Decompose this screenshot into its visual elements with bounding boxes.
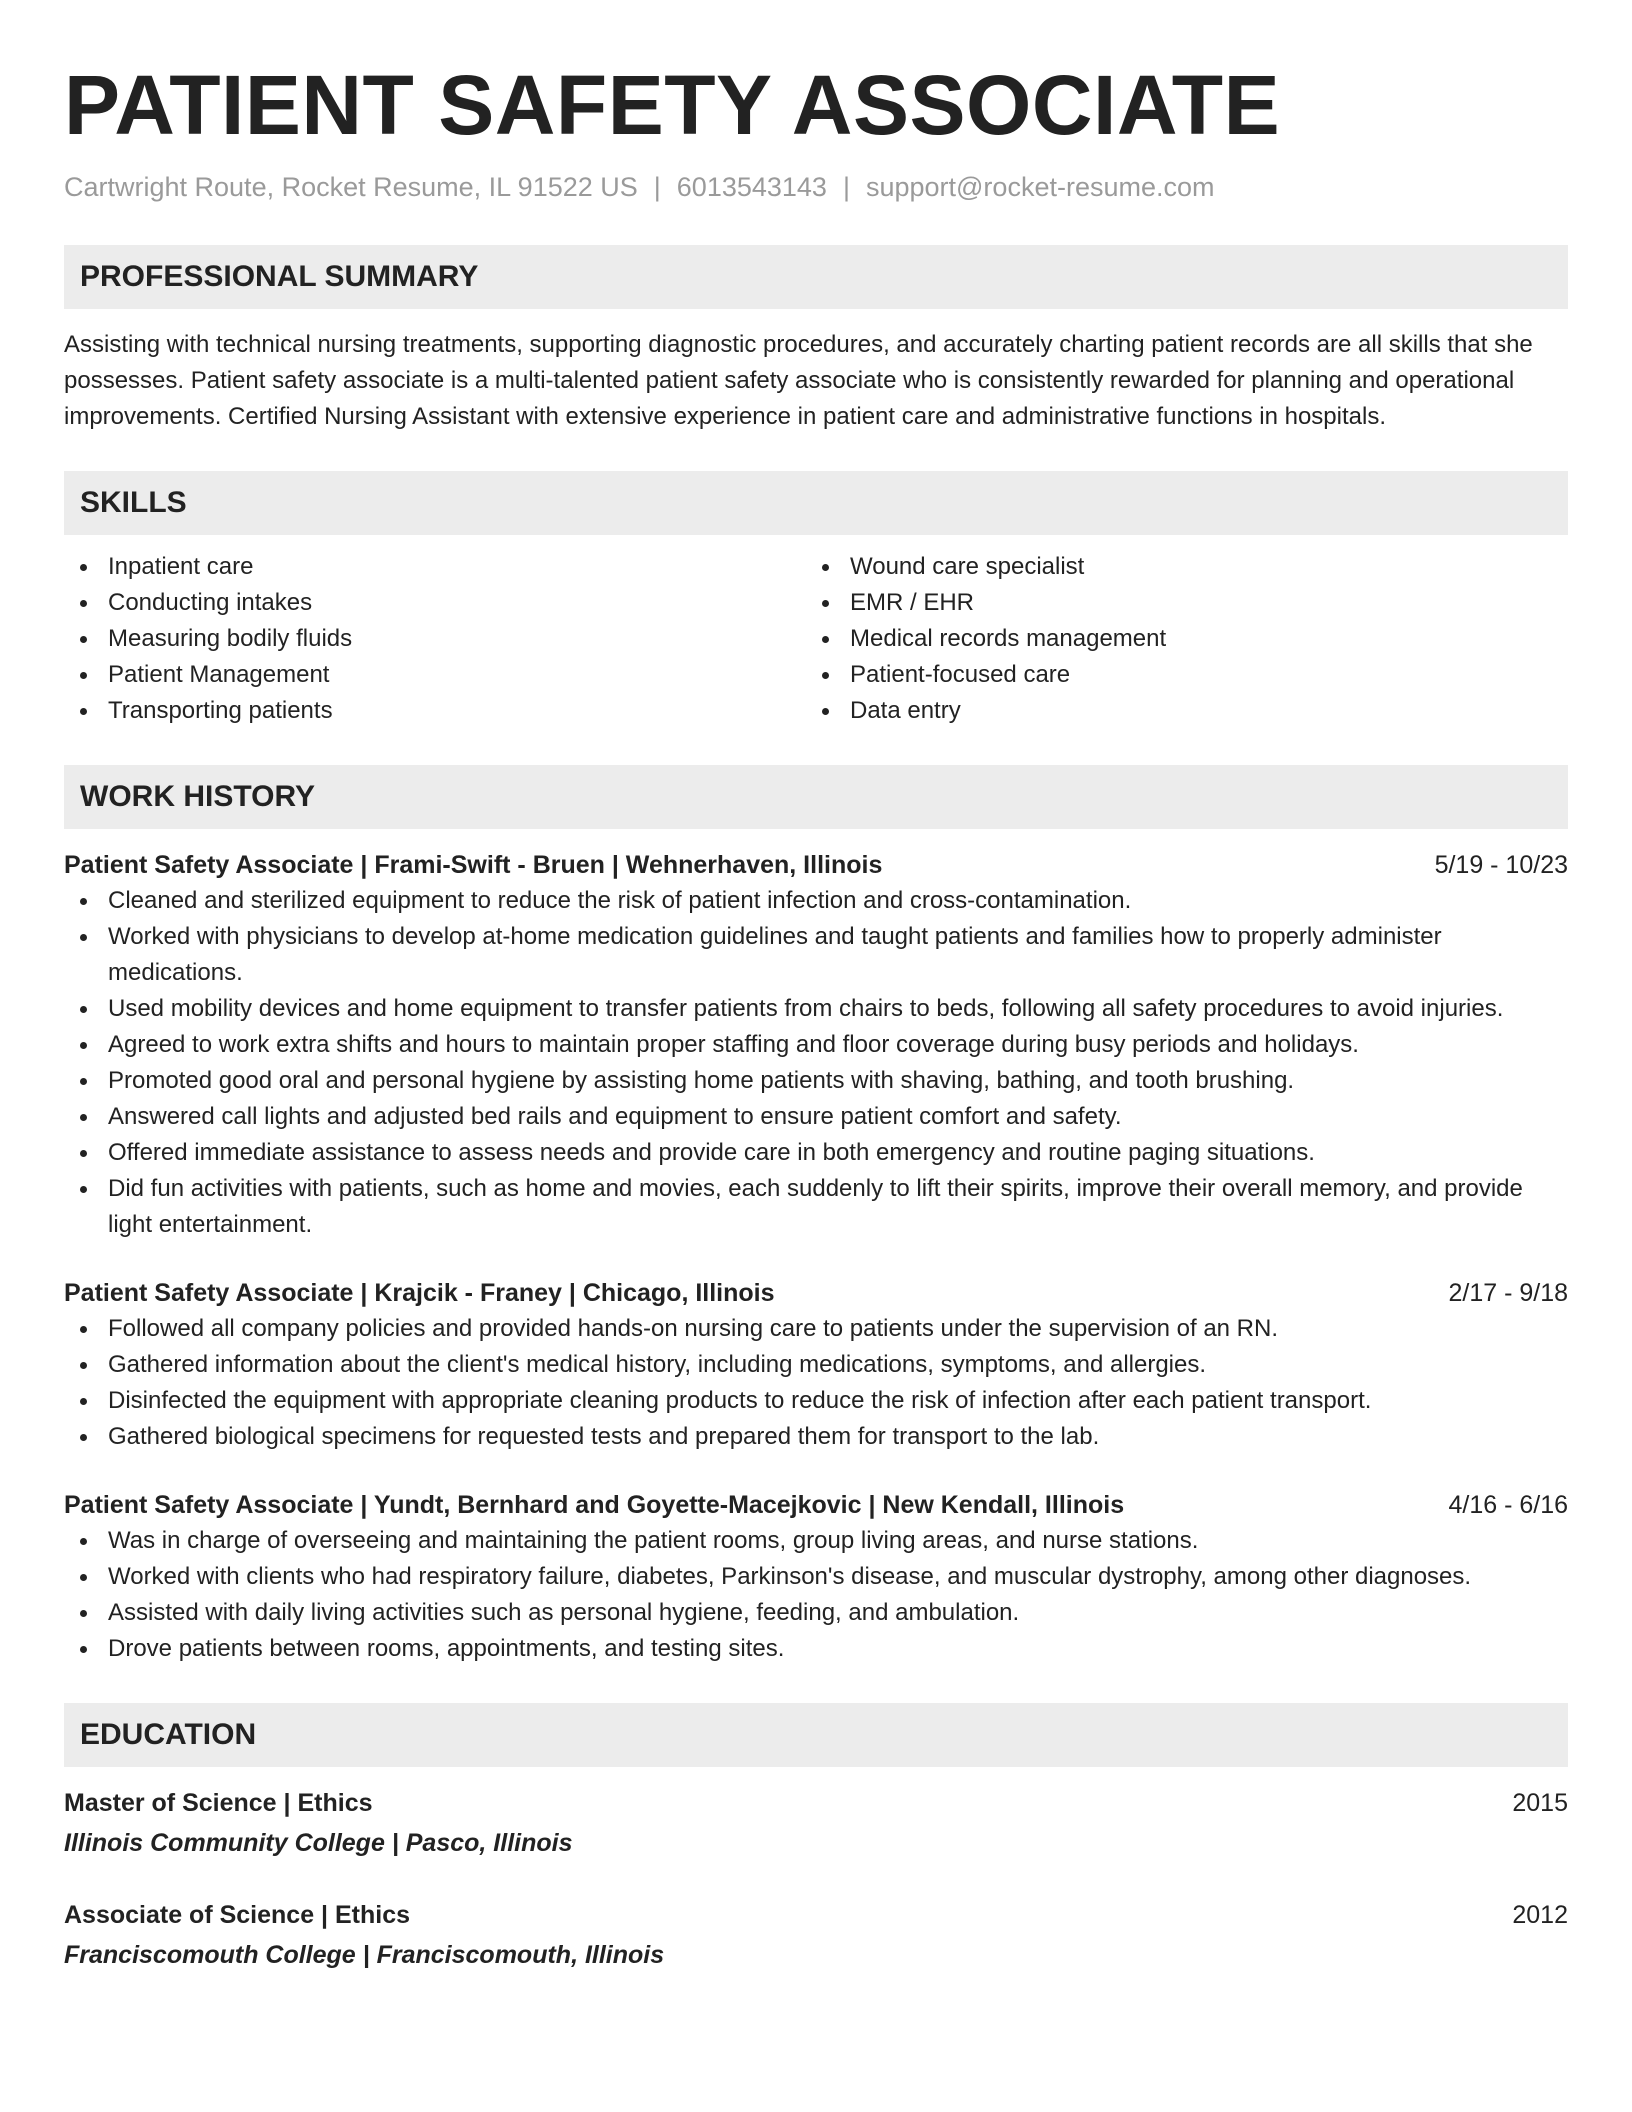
education-degree: Associate of Science | Ethics: [64, 1901, 411, 1929]
job-bullet: Gathered biological specimens for requested tests and prepared them for transport to the lab.: [64, 1419, 1568, 1455]
contact-address: Cartwright Route, Rocket Resume, IL 91522 US: [64, 172, 638, 202]
skills-column-left: [64, 549, 806, 729]
job-bullet: Was in charge of overseeing and maintaining the patient rooms, group living areas, and nurse stations.: [64, 1523, 1568, 1559]
section-heading-education: EDUCATION: [64, 1703, 1568, 1767]
job-entry: [64, 847, 1568, 1243]
section-heading-work: WORK HISTORY: [64, 765, 1568, 829]
education-school: Illinois Community College | Pasco, Illinois: [64, 1829, 573, 1857]
job-bullets: [64, 1523, 1568, 1667]
resume-page: [64, 55, 1568, 1973]
skill-item: Patient Management: [64, 657, 806, 693]
section-heading-skills: SKILLS: [64, 471, 1568, 535]
job-bullet: Agreed to work extra shifts and hours to maintain proper staffing and floor coverage during busy periods and holidays.: [64, 1027, 1568, 1063]
job-header: [64, 1275, 1568, 1311]
job-bullet: Drove patients between rooms, appointments, and testing sites.: [64, 1631, 1568, 1667]
job-bullet: Cleaned and sterilized equipment to reduce the risk of patient infection and cross-contamination.: [64, 883, 1568, 919]
job-header: [64, 847, 1568, 883]
job-bullet: Gathered information about the client's medical history, including medications, symptoms, and allergies.: [64, 1347, 1568, 1383]
job-dates: 2/17 - 9/18: [1448, 1279, 1568, 1307]
education-entry: [64, 1897, 1568, 1973]
job-bullets: [64, 1311, 1568, 1455]
job-dates: 5/19 - 10/23: [1434, 851, 1568, 879]
contact-line: [64, 169, 1568, 205]
contact-separator: |: [842, 172, 850, 202]
skill-item: EMR / EHR: [806, 585, 1548, 621]
education-header: [64, 1785, 1568, 1821]
job-bullet: Used mobility devices and home equipment to transfer patients from chairs to beds, following all safety procedures to avoid injuries.: [64, 991, 1568, 1027]
job-bullet: Did fun activities with patients, such as home and movies, each suddenly to lift their spirits, improve their overall memory, and provide light entertainment.: [64, 1171, 1568, 1243]
skill-item: Patient-focused care: [806, 657, 1548, 693]
contact-separator: |: [653, 172, 661, 202]
education-year: 2012: [1512, 1901, 1568, 1929]
job-entry: [64, 1487, 1568, 1667]
skill-item: Conducting intakes: [64, 585, 806, 621]
job-bullet: Answered call lights and adjusted bed rails and equipment to ensure patient comfort and safety.: [64, 1099, 1568, 1135]
job-bullets: [64, 883, 1568, 1243]
job-header: [64, 1487, 1568, 1523]
contact-email: support@rocket-resume.com: [865, 172, 1215, 202]
skill-item: Medical records management: [806, 621, 1548, 657]
job-bullet: Promoted good oral and personal hygiene by assisting home patients with shaving, bathing, and tooth brushing.: [64, 1063, 1568, 1099]
job-bullet: Offered immediate assistance to assess needs and provide care in both emergency and routine paging situations.: [64, 1135, 1568, 1171]
skill-item: Wound care specialist: [806, 549, 1548, 585]
education-entry: [64, 1785, 1568, 1861]
job-title: Patient Safety Associate | Yundt, Bernhard and Goyette-Macejkovic | New Kendall, Illinois: [64, 1491, 1125, 1519]
skills-list: [64, 549, 1568, 729]
job-bullet: Assisted with daily living activities such as personal hygiene, feeding, and ambulation.: [64, 1595, 1568, 1631]
resume-name: PATIENT SAFETY ASSOCIATE: [64, 58, 1281, 152]
section-heading-summary: PROFESSIONAL SUMMARY: [64, 245, 1568, 309]
job-bullet: Followed all company policies and provided hands-on nursing care to patients under the supervision of an RN.: [64, 1311, 1568, 1347]
skill-item: Transporting patients: [64, 693, 806, 729]
skill-item: Data entry: [806, 693, 1548, 729]
job-title: Patient Safety Associate | Krajcik - Franey | Chicago, Illinois: [64, 1279, 775, 1307]
job-dates: 4/16 - 6/16: [1448, 1491, 1568, 1519]
job-bullet: Worked with physicians to develop at-home medication guidelines and taught patients and families how to properly administer medications.: [64, 919, 1568, 991]
education-degree: Master of Science | Ethics: [64, 1789, 373, 1817]
summary-text: Assisting with technical nursing treatments, supporting diagnostic procedures, and accurately charting patient records are all skills that she possesses. Patient safety associate is a multi-talented patient safety associate who is consistently rewarded for planning and operational improvements. Certified Nursing Assistant with extensive experience in patient care and administrative functions in hospitals.: [64, 331, 1533, 430]
contact-phone: 6013543143: [676, 172, 827, 202]
job-bullet: Worked with clients who had respiratory failure, diabetes, Parkinson's disease, and muscular dystrophy, among other diagnoses.: [64, 1559, 1568, 1595]
skill-item: Measuring bodily fluids: [64, 621, 806, 657]
education-header: [64, 1897, 1568, 1933]
education-year: 2015: [1512, 1789, 1568, 1817]
job-bullet: Disinfected the equipment with appropriate cleaning products to reduce the risk of infection after each patient transport.: [64, 1383, 1568, 1419]
skills-column-right: [806, 549, 1548, 729]
education-school: Franciscomouth College | Franciscomouth, Illinois: [64, 1941, 665, 1969]
skill-item: Inpatient care: [64, 549, 806, 585]
job-entry: [64, 1275, 1568, 1455]
job-title: Patient Safety Associate | Frami-Swift - Bruen | Wehnerhaven, Illinois: [64, 851, 883, 879]
